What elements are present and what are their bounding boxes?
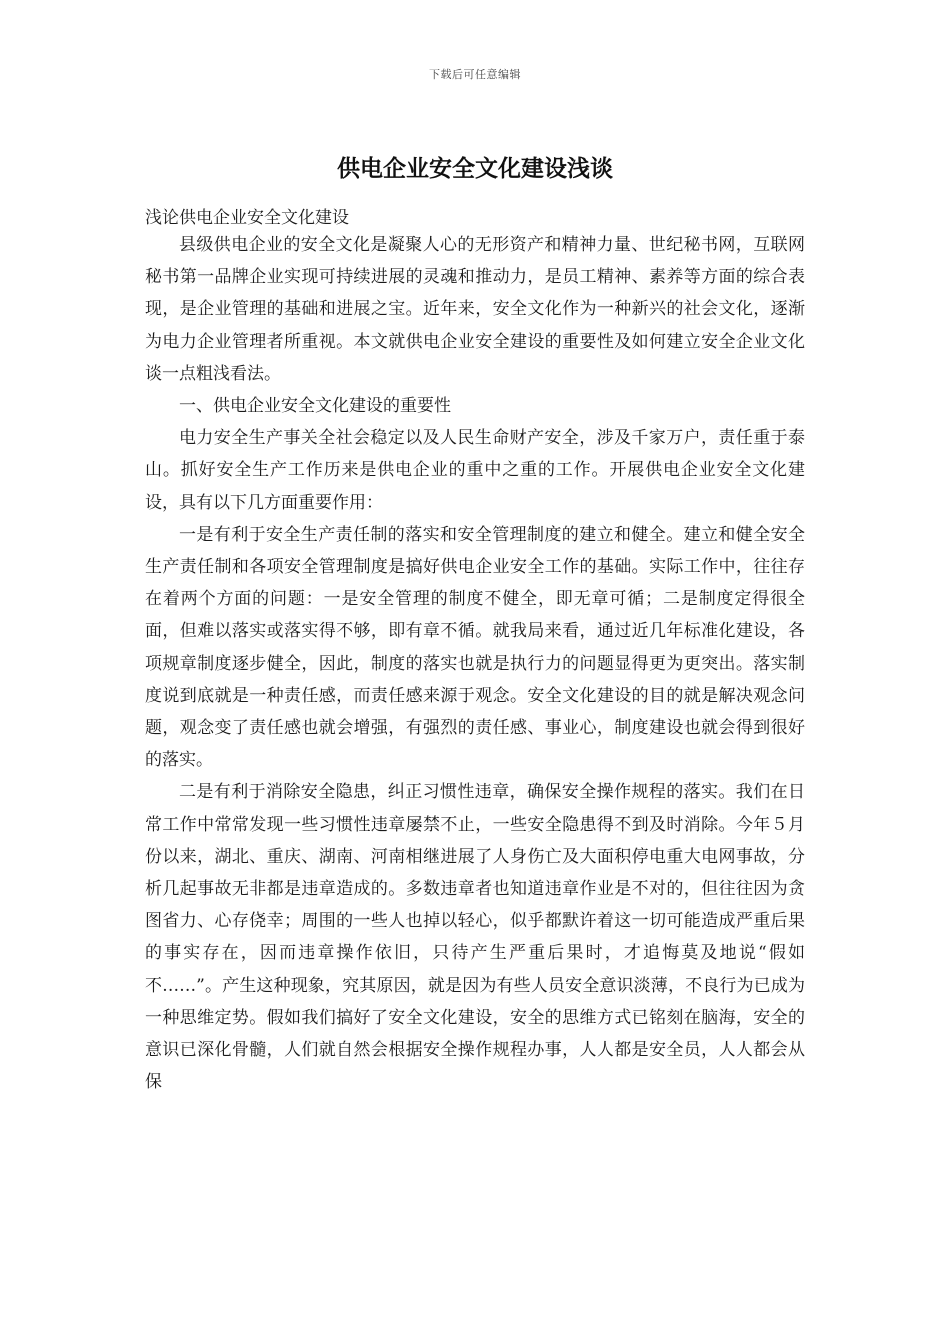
header-note: 下载后可任意编辑 [429,68,521,81]
document-title: 供电企业安全文化建设浅谈 [337,155,613,182]
body-paragraph: 电力安全生产事关全社会稳定以及人民生命财产安全，涉及千家万户，责任重于泰山。抓好安全生产工作历来是供电企业的重中之重的工作。开展供电企业安全文化建设，具有以下几方面重要作用： [145,428,805,513]
document-body [145,229,805,1098]
body-paragraph: 二是有利于消除安全隐患，纠正习惯性违章，确保安全操作规程的落实。我们在日常工作中常常发现一些习惯性违章屡禁不止，一些安全隐患得不到及时消除。今年５月份以来，湖北、重庆、湖南、河南相继进展了人身伤亡及大面积停电重大电网事故，分析几起事故无非都是违章造成的。多数违章者也知道违章作业是不对的，但往往因为贪图省力、心存侥幸；周围的一些人也掉以轻心，似乎都默许着这一切可能造成严重后果的事实存在，因而违章操作依旧，只待产生严重后果时，才追悔莫及地说“假如不……”。产生这种现象，究其原因，就是因为有些人员安全意识淡薄，不良行为已成为一种思维定势。假如我们搞好了安全文化建设，安全的思维方式已铭刻在脑海，安全的意识已深化骨髓，人们就自然会根据安全操作规程办事，人人都是安全员，人人都会从保 [145,782,805,1093]
section-heading: 一、供电企业安全文化建设的重要性 [179,396,451,417]
body-paragraph: 县级供电企业的安全文化是凝聚人心的无形资产和精神力量、世纪秘书网，互联网秘书第一品牌企业实现可持续进展的灵魂和推动力，是员工精神、素养等方面的综合表现，是企业管理的基础和进展之宝。近年来，安全文化作为一种新兴的社会文化，逐渐为电力企业管理者所重视。本文就供电企业安全建设的重要性及如何建立安全企业文化谈一点粗浅看法。 [145,235,805,384]
body-paragraph: 一是有利于安全生产责任制的落实和安全管理制度的建立和健全。建立和健全安全生产责任制和各项安全管理制度是搞好供电企业安全工作的基础。实际工作中，往往存在着两个方面的问题：一是安全管理的制度不健全，即无章可循；二是制度定得很全面，但难以落实或落实得不够，即有章不循。就我局来看，通过近几年标准化建设，各项规章制度逐步健全，因此，制度的落实也就是执行力的问题显得更为更突出。落实制度说到底就是一种责任感，而责任感来源于观念。安全文化建设的目的就是解决观念问题，观念变了责任感也就会增强，有强烈的责任感、事业心，制度建设也就会得到很好的落实。 [145,524,805,771]
document-subtitle: 浅论供电企业安全文化建设 [145,208,349,228]
